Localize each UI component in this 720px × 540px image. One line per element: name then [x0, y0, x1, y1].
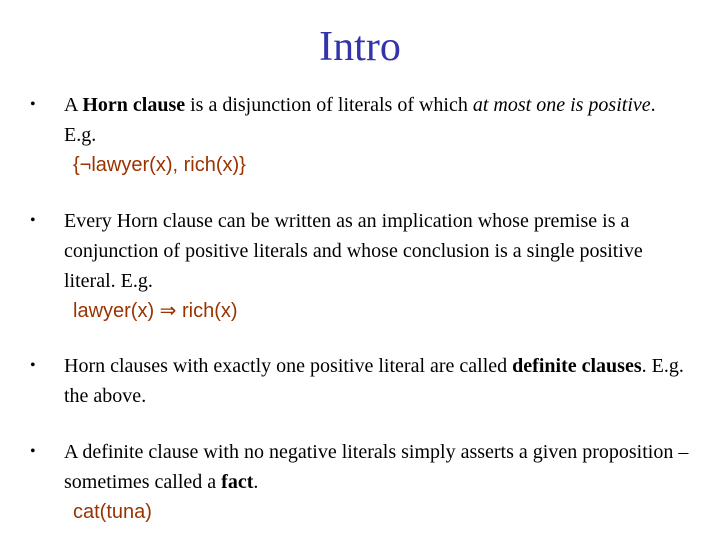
bullet-definite-clauses: [30, 351, 690, 411]
bullet-dot: •: [30, 443, 36, 460]
term-definite-clauses: definite clauses: [512, 355, 642, 377]
bullet-fact: [30, 437, 690, 527]
text-run: .: [253, 471, 259, 493]
bullet-horn-clause: [30, 90, 690, 180]
bullet-text: Every Horn clause can be written as an implication whose premise is a conjunction of positive literals and whose conclusion is a single positive literal. E.g.: [64, 210, 643, 292]
text-run: Horn clauses with exactly one positive literal are called: [64, 355, 513, 377]
term-horn-clause: Horn clause: [82, 94, 186, 116]
bullet-implication: [30, 206, 690, 326]
text-run: . E.g.: [64, 94, 656, 146]
term-fact: fact: [221, 471, 254, 493]
example-formula: cat(tuna): [73, 501, 152, 523]
bullet-text: [64, 90, 690, 150]
example-formula: lawyer(x) ⇒ rich(x): [73, 300, 238, 322]
text-run: A definite clause with no negative literals simply asserts a given proposition – sometimes called a: [64, 441, 689, 493]
slide-title: Intro: [319, 24, 401, 70]
example-formula: {¬lawyer(x), rich(x)}: [73, 154, 246, 176]
text-run: A: [64, 94, 83, 116]
emphasis-at-most-one: at most one is positive: [472, 94, 651, 116]
bullet-text: [64, 437, 690, 497]
bullet-text: [64, 351, 690, 411]
text-run: is a disjunction of literals of which: [185, 94, 473, 116]
bullet-dot: •: [30, 357, 36, 374]
bullet-dot: •: [30, 96, 36, 113]
text-run: . E.g. the above.: [64, 355, 684, 407]
bullet-dot: •: [30, 212, 36, 229]
